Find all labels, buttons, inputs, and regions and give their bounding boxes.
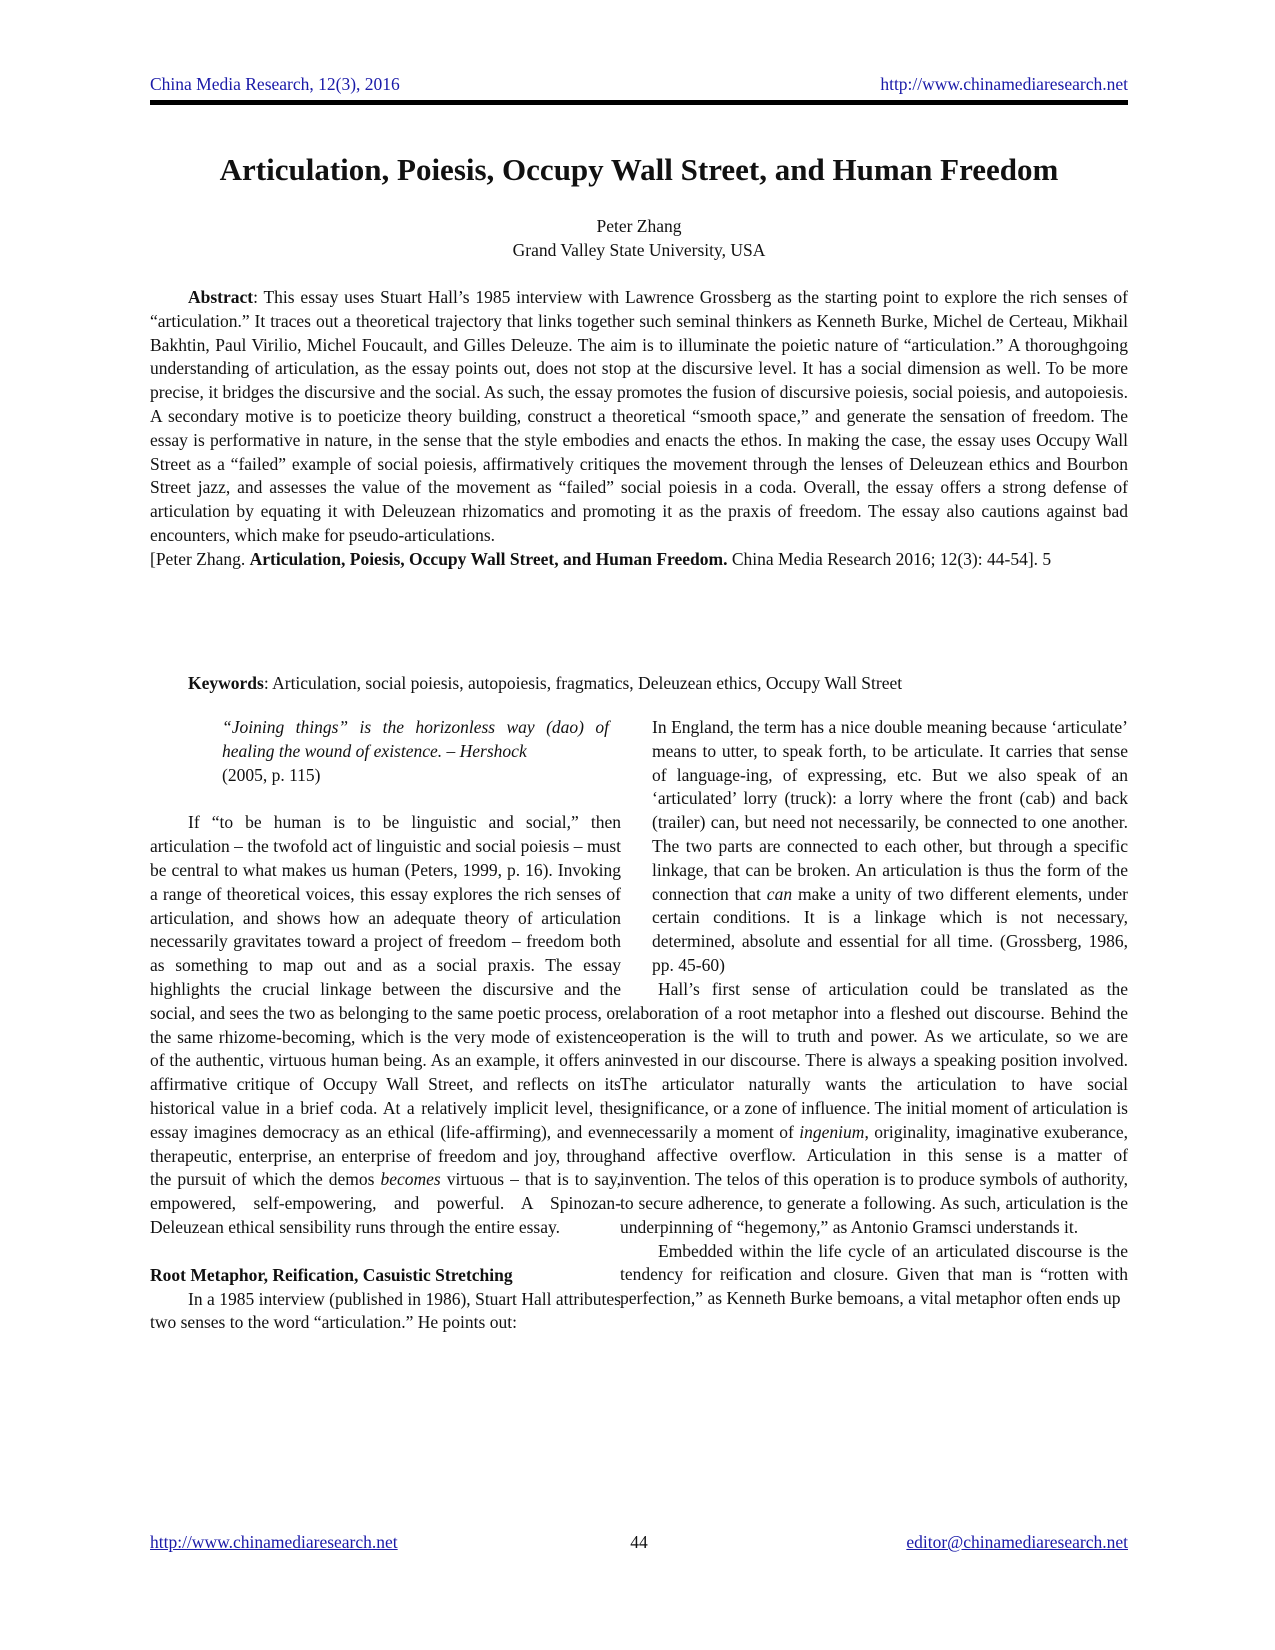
author-affiliation: Grand Valley State University, USA: [512, 240, 766, 260]
right-column: [620, 716, 1128, 1311]
section-paragraph: In a 1985 interview (published in 1986), Stuart Hall attributes two senses to the word “articulation.” He points out:: [150, 1288, 621, 1333]
epigraph-quote: “Joining things” is the horizonless way (dao) of healing the wound of existence. – Hershock: [222, 717, 609, 761]
keywords-label: Keywords: [188, 673, 264, 693]
paragraph-hall-italic: ingenium: [799, 1121, 865, 1142]
keywords-text: : Articulation, social poiesis, autopoiesis, fragmatics, Deleuzean ethics, Occupy Wall Street: [263, 673, 903, 693]
abstract-body: [150, 286, 1128, 548]
intro-italic: becomes: [380, 1169, 441, 1190]
intro-paragraph: [150, 811, 621, 1239]
citation-pre: [Peter Zhang.: [150, 548, 250, 569]
citation: [150, 548, 1128, 572]
intro-text: If “to be human is to be linguistic and social,” then articulation – the twofold act of linguistic and social poiesis – must be central to what makes us human (Peters, 1999, p. 16). Invoking a range of theoretical voices, this essay explores the rich senses of articulation, and shows how an adequate theory of articulation necessarily gravitates toward a project of freedom – freedom both as something to map out and as a social praxis. The essay highlights the crucial linkage between the discursive and the social, and sees the two as belonging to the same poetic process, or the same rhizome-becoming, which is the very mode of existence of the authentic, virtuous human being. As an example, it offers an affirmative critique of Occupy Wall Street, and reflects on its historical value in a brief coda. At a relatively implicit level, the essay imagines democracy as an ethical (life-affirming), and even therapeutic, enterprise, an enterprise of freedom and joy, through the pursuit of which the demos: [150, 812, 621, 1190]
block-quote: [652, 716, 1128, 978]
paragraph-hall-end: , originality, imaginative exuberance, and affective overflow. Articulation in this sense is a matter of invention. The telos of this operation is to produce symbols of authority, to secure adherence, to generate a following. As such, articulation is the underpinning of “hegemony,” as Antonio Gramsci understands it.: [620, 1121, 1128, 1237]
article-title: Articulation, Poiesis, Occupy Wall Street, and Human Freedom: [219, 152, 1059, 187]
page-footer: [150, 1532, 1128, 1554]
page-number: 44: [630, 1532, 648, 1552]
quote-text: In England, the term has a nice double meaning because ‘articulate’ means to utter, to speak forth, to be articulate. It carries that sense of language-ing, of expressing, etc. But we also speak of an ‘articulated’ lorry (truck): a lorry where the front (cab) and back (trailer) can, but need not necessarily, be connected to one another. The two parts are connected to each other, but through a specific linkage, that can be broken. An articulation is thus the form of the connection that: [652, 717, 1128, 904]
footer-email-link[interactable]: editor@chinamediaresearch.net: [906, 1532, 1128, 1552]
keywords: [150, 671, 1128, 695]
citation-post: China Media Research 2016; 12(3): 44-54]. 5: [727, 548, 1052, 569]
journal-url: http://www.chinamediaresearch.net: [880, 74, 1128, 94]
paragraph-hall: [620, 978, 1128, 1240]
left-column: [150, 716, 621, 1335]
header-rule: [150, 100, 1128, 105]
author-block: [150, 214, 1128, 262]
quote-italic: can: [766, 883, 793, 904]
abstract: [150, 286, 1128, 572]
quote-text-end: make a unity of two different elements, under certain conditions. It is a linkage which is not necessary, determined, absolute and essential for all time. (Grossberg, 1986, pp. 45-60): [652, 883, 1128, 975]
paragraph-reification: Embedded within the life cycle of an articulated discourse is the tendency for reification and closure. Given that man is “rotten with perfection,” as Kenneth Burke bemoans, a vital metaphor often ends up: [620, 1240, 1128, 1309]
citation-title: Articulation, Poiesis, Occupy Wall Street, and Human Freedom.: [249, 548, 728, 569]
section-heading: Root Metaphor, Reification, Casuistic Stretching: [150, 1264, 513, 1285]
footer-url-link[interactable]: http://www.chinamediaresearch.net: [150, 1532, 398, 1552]
author-name: Peter Zhang: [596, 216, 682, 236]
abstract-text: : This essay uses Stuart Hall’s 1985 interview with Lawrence Grossberg as the starting point to explore the rich senses of “articulation.” It traces out a theoretical trajectory that links together such seminal thinkers as Kenneth Burke, Michel de Certeau, Mikhail Bakhtin, Paul Virilio, Michel Foucault, and Gilles Deleuze. The aim is to illuminate the poietic nature of “articulation.” A thoroughgoing understanding of articulation, as the essay points out, does not stop at the discursive level. It has a social dimension as well. To be more precise, it bridges the discursive and the social. As such, the essay promotes the fusion of discursive poiesis, social poiesis, and autopoiesis. A secondary motive is to poeticize theory building, construct a theoretical “smooth space,” and generate the sensation of freedom. The essay is performative in nature, in the sense that the style embodies and enacts the ethos. In making the case, the essay uses Occupy Wall Street as a “failed” example of social poiesis, affirmatively critiques the movement through the lenses of Deleuzean ethics and Bourbon Street jazz, and assesses the value of the movement as “failed” social poiesis in a coda. Overall, the essay offers a strong defense of articulation by equating it with Deleuzean rhizomatics and promoting it as the praxis of freedom. The essay also cautions against bad encounters, which make for pseudo-articulations.: [150, 287, 1128, 545]
abstract-label: Abstract: [188, 287, 254, 307]
epigraph-year: (2005, p. 115): [222, 764, 321, 785]
intro-text-end: virtuous – that is to say, empowered, self-empowering, and powerful. A Spinozan-Deleuzean ethical sensibility runs through the entire essay.: [150, 1169, 621, 1237]
paragraph-hall-text: Hall’s first sense of articulation could be translated as the elaboration of a root metaphor into a fleshed out discourse. Behind the operation is the will to truth and power. As we articulate, so we are invested in our discourse. There is always a speaking position involved. The articulator naturally wants the articulation to have social significance, or a zone of influence. The initial moment of articulation is necessarily a moment of: [620, 978, 1128, 1142]
journal-name: China Media Research, 12(3), 2016: [150, 74, 400, 94]
running-header: [150, 74, 1128, 96]
epigraph: [222, 716, 609, 787]
